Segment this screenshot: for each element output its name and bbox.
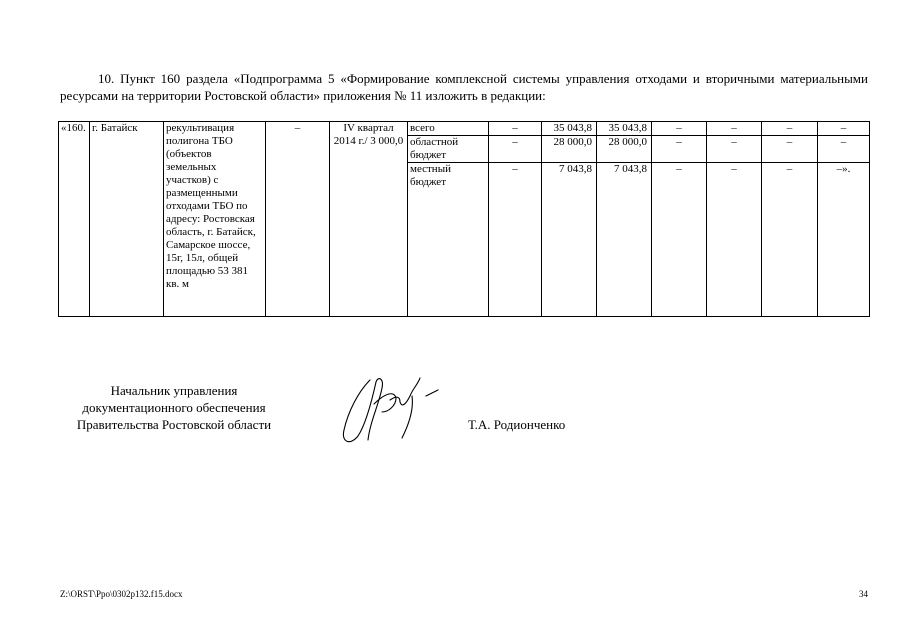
value-cell: – — [489, 122, 542, 136]
value-cell: 7 043,8 — [542, 163, 597, 317]
value-cell: – — [707, 122, 762, 136]
row-number: «160. — [59, 122, 90, 317]
value-cell: – — [818, 136, 870, 163]
value-cell: – — [652, 163, 707, 317]
signatory-title-line: Начальник управления — [110, 383, 238, 398]
page-number: 34 — [859, 589, 868, 599]
source-cell: всего — [408, 122, 489, 136]
value-cell: – — [652, 136, 707, 163]
signatory-name: Т.А. Родионченко — [468, 417, 566, 432]
executor-cell: – — [266, 122, 330, 317]
signatory-title-line: Правительства Ростовской области — [76, 417, 272, 432]
value-cell: – — [818, 122, 870, 136]
value-cell: –». — [818, 163, 870, 317]
term-cell: IV квартал 2014 г./ 3 000,0 — [330, 122, 408, 317]
description-cell: рекультивация полигона ТБО (объектов земельных участков) с размещенными отходами ТБО по адресу: Ростовская область, г. Батайск, Самарское шоссе, 15г, 15л, общей площадью 53 381 кв. м — [164, 122, 266, 317]
table-row — [59, 122, 870, 136]
file-path: Z:\ORST\Ppo\0302p132.f15.docx — [60, 589, 183, 599]
value-cell: – — [762, 136, 818, 163]
program-table — [58, 121, 870, 317]
intro-paragraph: 10. Пункт 160 раздела «Подпрограмма 5 «Формирование комплексной системы управления отходами и вторичными материальными ресурсами на территории Ростовской области» приложения № 11 изложить в редакции: — [60, 71, 868, 103]
value-cell: – — [489, 136, 542, 163]
value-cell: 35 043,8 — [542, 122, 597, 136]
value-cell: – — [707, 163, 762, 317]
value-cell: – — [652, 122, 707, 136]
value-cell: 28 000,0 — [597, 136, 652, 163]
value-cell: – — [762, 163, 818, 317]
city-cell: г. Батайск — [90, 122, 164, 317]
value-cell: 7 043,8 — [597, 163, 652, 317]
source-cell: областной бюджет — [408, 136, 489, 163]
signatory-title-line: документационного обеспечения — [82, 400, 266, 415]
value-cell: 28 000,0 — [542, 136, 597, 163]
source-cell: местный бюджет — [408, 163, 489, 317]
value-cell: – — [762, 122, 818, 136]
value-cell: – — [489, 163, 542, 317]
signatory-title — [58, 382, 290, 433]
value-cell: – — [707, 136, 762, 163]
value-cell: 35 043,8 — [597, 122, 652, 136]
handwritten-signature — [330, 370, 450, 455]
